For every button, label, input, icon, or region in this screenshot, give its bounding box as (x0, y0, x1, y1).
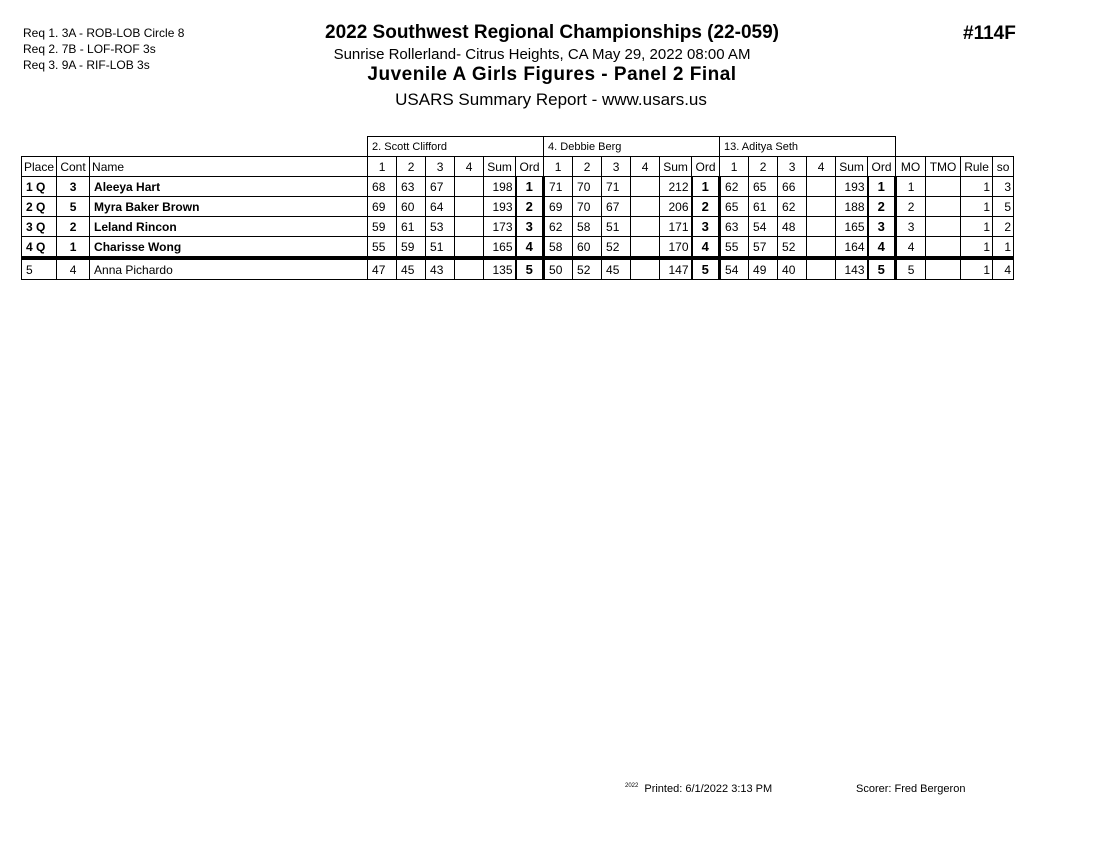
score-cell: 65 (749, 177, 778, 197)
ordinal-cell: 2 (692, 197, 720, 217)
col-name: Name (90, 157, 368, 177)
judge-3-name: 13. Aditya Seth (720, 137, 896, 157)
score-cell: 62 (544, 217, 573, 237)
scorer-info: Scorer: Fred Bergeron (856, 783, 966, 795)
col-cont: Cont (57, 157, 90, 177)
score-cell: 51 (426, 237, 455, 259)
sum-cell: 206 (660, 197, 692, 217)
score-cell: 40 (778, 258, 807, 280)
score-cell (455, 177, 484, 197)
requirement-3: Req 3. 9A - RIF-LOB 3s (23, 58, 150, 72)
place-cell: 4 Q (22, 237, 57, 259)
score-cell (807, 177, 836, 197)
score-cell (631, 177, 660, 197)
ordinal-cell: 1 (516, 177, 544, 197)
score-cell (455, 197, 484, 217)
mo-cell: 5 (896, 258, 926, 280)
col-sum: Sum (660, 157, 692, 177)
competition-title: 2022 Southwest Regional Championships (22-059) (325, 22, 779, 43)
place-cell: 5 (22, 258, 57, 280)
col-fig-4: 4 (631, 157, 660, 177)
sum-cell: 173 (484, 217, 516, 237)
score-cell: 57 (749, 237, 778, 259)
score-cell (455, 258, 484, 280)
score-cell: 45 (602, 258, 631, 280)
score-cell: 71 (544, 177, 573, 197)
judge-1-name: 2. Scott Clifford (368, 137, 544, 157)
col-rule: Rule (961, 157, 993, 177)
ordinal-cell: 2 (516, 197, 544, 217)
skater-name-cell: Anna Pichardo (90, 258, 368, 280)
skater-name-cell: Aleeya Hart (90, 177, 368, 197)
col-fig-2: 2 (749, 157, 778, 177)
score-cell: 68 (368, 177, 397, 197)
col-fig-3: 3 (426, 157, 455, 177)
score-cell: 61 (749, 197, 778, 217)
sum-cell: 198 (484, 177, 516, 197)
score-cell: 69 (544, 197, 573, 217)
sum-cell: 188 (836, 197, 868, 217)
col-tmo: TMO (926, 157, 961, 177)
sum-cell: 171 (660, 217, 692, 237)
col-fig-1: 1 (368, 157, 397, 177)
sum-cell: 164 (836, 237, 868, 259)
sum-cell: 193 (484, 197, 516, 217)
score-cell: 58 (544, 237, 573, 259)
place-cell: 1 Q (22, 177, 57, 197)
contestant-number-cell: 2 (57, 217, 90, 237)
col-ord: Ord (516, 157, 544, 177)
score-cell (807, 258, 836, 280)
score-cell: 45 (397, 258, 426, 280)
score-cell: 55 (720, 237, 749, 259)
place-cell: 3 Q (22, 217, 57, 237)
sum-cell: 212 (660, 177, 692, 197)
ordinal-cell: 4 (692, 237, 720, 259)
score-cell: 65 (720, 197, 749, 217)
score-cell: 70 (573, 197, 602, 217)
judge-2-name: 4. Debbie Berg (544, 137, 720, 157)
ordinal-cell: 2 (868, 197, 896, 217)
table-row (22, 258, 1014, 280)
contestant-number-cell: 5 (57, 197, 90, 217)
ordinal-cell: 1 (868, 177, 896, 197)
col-so: so (993, 157, 1014, 177)
sum-cell: 135 (484, 258, 516, 280)
so-cell: 4 (993, 258, 1014, 280)
score-cell: 71 (602, 177, 631, 197)
score-cell: 64 (426, 197, 455, 217)
col-sum: Sum (836, 157, 868, 177)
requirement-2: Req 2. 7B - LOF-ROF 3s (23, 42, 156, 56)
score-cell: 62 (720, 177, 749, 197)
score-cell: 54 (749, 217, 778, 237)
ordinal-cell: 3 (868, 217, 896, 237)
requirement-1: Req 1. 3A - ROB-LOB Circle 8 (23, 26, 185, 40)
judge-header-row (22, 137, 1014, 157)
tmo-cell (926, 237, 961, 259)
score-cell: 51 (602, 217, 631, 237)
col-ord: Ord (692, 157, 720, 177)
event-number: #114F (963, 23, 1016, 44)
so-cell: 2 (993, 217, 1014, 237)
score-cell: 54 (720, 258, 749, 280)
score-cell: 62 (778, 197, 807, 217)
ordinal-cell: 4 (868, 237, 896, 259)
ordinal-cell: 4 (516, 237, 544, 259)
score-cell: 48 (778, 217, 807, 237)
col-fig-1: 1 (720, 157, 749, 177)
col-fig-3: 3 (602, 157, 631, 177)
score-cell: 60 (397, 197, 426, 217)
col-ord: Ord (868, 157, 896, 177)
score-cell: 66 (778, 177, 807, 197)
printed-date: Printed: 6/1/2022 3:13 PM (644, 783, 773, 795)
table-row (22, 177, 1014, 197)
rule-cell: 1 (961, 177, 993, 197)
score-cell: 59 (397, 237, 426, 259)
rule-cell: 1 (961, 237, 993, 259)
printed-info (625, 783, 772, 795)
score-cell: 52 (602, 237, 631, 259)
score-cell: 63 (720, 217, 749, 237)
sum-cell: 143 (836, 258, 868, 280)
tmo-cell (926, 217, 961, 237)
col-fig-1: 1 (544, 157, 573, 177)
mo-cell: 2 (896, 197, 926, 217)
score-cell (807, 217, 836, 237)
mo-cell: 3 (896, 217, 926, 237)
tmo-cell (926, 197, 961, 217)
score-cell: 49 (749, 258, 778, 280)
rule-cell: 1 (961, 197, 993, 217)
score-cell: 67 (602, 197, 631, 217)
contestant-number-cell: 3 (57, 177, 90, 197)
score-cell (455, 237, 484, 259)
sum-cell: 147 (660, 258, 692, 280)
score-cell (807, 237, 836, 259)
score-cell: 60 (573, 237, 602, 259)
ordinal-cell: 5 (692, 258, 720, 280)
column-header-row (22, 157, 1014, 177)
ordinal-cell: 1 (692, 177, 720, 197)
score-cell: 52 (573, 258, 602, 280)
score-cell: 69 (368, 197, 397, 217)
sum-cell: 165 (484, 237, 516, 259)
skater-name-cell: Charisse Wong (90, 237, 368, 259)
col-fig-2: 2 (573, 157, 602, 177)
col-sum: Sum (484, 157, 516, 177)
score-cell (631, 258, 660, 280)
score-cell (631, 217, 660, 237)
score-cell: 47 (368, 258, 397, 280)
ordinal-cell: 5 (516, 258, 544, 280)
score-cell: 43 (426, 258, 455, 280)
score-cell (807, 197, 836, 217)
score-cell: 50 (544, 258, 573, 280)
score-cell: 61 (397, 217, 426, 237)
ordinal-cell: 3 (692, 217, 720, 237)
col-fig-2: 2 (397, 157, 426, 177)
score-cell: 70 (573, 177, 602, 197)
tiny-year: 2022 (625, 783, 639, 789)
skater-name-cell: Myra Baker Brown (90, 197, 368, 217)
col-fig-4: 4 (455, 157, 484, 177)
event-title: Juvenile A Girls Figures - Panel 2 Final (367, 64, 737, 85)
sum-cell: 170 (660, 237, 692, 259)
table-row (22, 197, 1014, 217)
col-mo: MO (896, 157, 926, 177)
col-fig-3: 3 (778, 157, 807, 177)
mo-cell: 4 (896, 237, 926, 259)
ordinal-cell: 3 (516, 217, 544, 237)
score-cell (631, 197, 660, 217)
mo-cell: 1 (896, 177, 926, 197)
col-place: Place (22, 157, 57, 177)
sum-cell: 193 (836, 177, 868, 197)
score-cell: 52 (778, 237, 807, 259)
venue-date: Sunrise Rollerland- Citrus Heights, CA May 29, 2022 08:00 AM (333, 46, 751, 63)
contestant-number-cell: 4 (57, 258, 90, 280)
table-row (22, 237, 1014, 259)
score-cell: 58 (573, 217, 602, 237)
score-cell: 67 (426, 177, 455, 197)
table-row (22, 217, 1014, 237)
contestant-number-cell: 1 (57, 237, 90, 259)
report-title: USARS Summary Report - www.usars.us (395, 90, 707, 109)
rule-cell: 1 (961, 258, 993, 280)
col-fig-4: 4 (807, 157, 836, 177)
score-cell: 59 (368, 217, 397, 237)
rule-cell: 1 (961, 217, 993, 237)
skater-name-cell: Leland Rincon (90, 217, 368, 237)
score-cell (455, 217, 484, 237)
sum-cell: 165 (836, 217, 868, 237)
score-cell: 55 (368, 237, 397, 259)
ordinal-cell: 5 (868, 258, 896, 280)
score-cell: 53 (426, 217, 455, 237)
so-cell: 3 (993, 177, 1014, 197)
tmo-cell (926, 177, 961, 197)
tmo-cell (926, 258, 961, 280)
score-cell (631, 237, 660, 259)
results-table (21, 136, 1014, 280)
results-body (22, 177, 1014, 280)
place-cell: 2 Q (22, 197, 57, 217)
so-cell: 5 (993, 197, 1014, 217)
score-cell: 63 (397, 177, 426, 197)
so-cell: 1 (993, 237, 1014, 259)
